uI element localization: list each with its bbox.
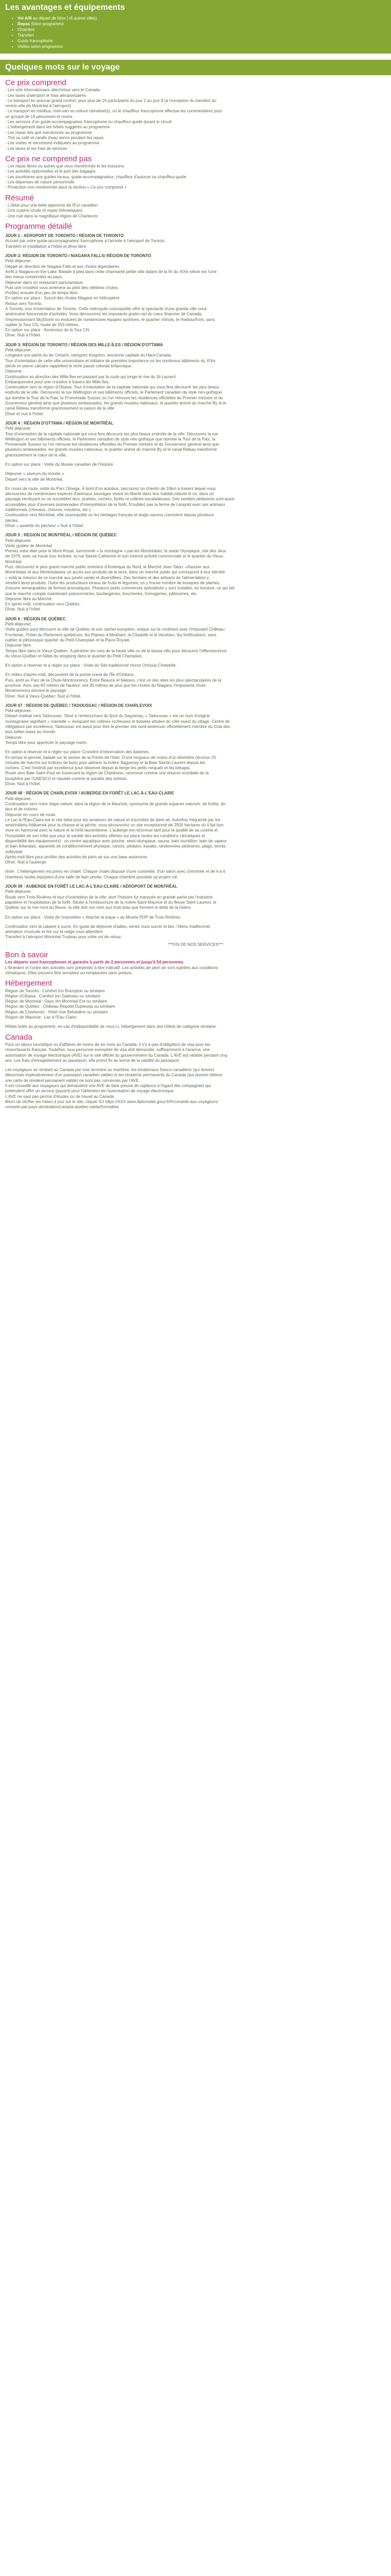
- lodging-item: Région d'Ottawa : Comfort Inn Gatineau ou similaire: [5, 993, 101, 998]
- day-line: En milieu d'après-midi, découverte de la pointe ouest de l'Île d'Orléans.: [5, 672, 135, 677]
- day-line: En option sur place : Visite de l'exposition « Attache ta tuque » au Musée POP de Trois-Rivières.: [5, 914, 182, 920]
- day-title: JOUR 2: RÉGION DE TORONTO / NIAGARA FALLS/ RÉGION DE TORONTO: [5, 253, 152, 259]
- day-line: et bain finlandais, appareils de conditionnement physique, canots, pédalos, kayaks, randonnées pédestres, plage, tennis,: [5, 844, 227, 849]
- included-item: - Les taxes d'aéroport et frais aéroportuaires: [5, 93, 87, 98]
- canada-line: ressortissants français. Toutefois, tous personne exemptée de visa doit demander, suffisamment à l'avance, une: [5, 1047, 210, 1053]
- not-included-item: - Les dépenses de nature personnelle: [5, 180, 75, 185]
- not-included-item: - Protection non-mentionnée dans la section « Ce prix comprend »: [5, 185, 127, 190]
- summary-item: - Une nuit dans la magnifique région de Charlevoix: [5, 213, 98, 218]
- day-line: animation musicale et tire sur la neige vous attendent.: [5, 929, 104, 935]
- advantage-item: [18, 38, 386, 44]
- included-item: - Les repas tels que mentionnés au programme: [5, 130, 92, 135]
- day-line: oublier la Tour CN, haute de 553 mètres.: [5, 322, 79, 327]
- day-line: Le Lac-à-l'Eau-Claire est le site idéal pour les amateurs de nature et d'activités de plein air. Autrefois fréquenté par les: [5, 817, 221, 822]
- day-line: Déjeuner libre au Marché.: [5, 596, 53, 601]
- day-line: Dîner et nuit à l'hôtel.: [5, 411, 44, 416]
- day-line: traditionnels (chevaux, chèvres, moutons, etc.).: [5, 507, 92, 513]
- day-line: Petit-déjeuner.: [5, 708, 32, 714]
- day-line: du Vieux-Québec et faites du shopping dans le quartier du Petit Champlain.: [5, 653, 143, 658]
- day-line: Transfert et installation à l'hôtel et dîner libre.: [5, 244, 88, 249]
- day-line: des mieux conservées au pays.: [5, 275, 63, 280]
- day-line: En après-midi, continuation vers Québec.: [5, 602, 81, 607]
- day-line: plusieurs ambassades, les grands musées nationaux, le quartier animé du marché By et le canal Rideau transformé: [5, 447, 217, 452]
- day-line: siècle en pierre calcaire rappellent le riche passé colonial britannique.: [5, 363, 133, 368]
- guaranteed-departures-note: Les départs sont francophones et garantis à partir de 2 personnes et jusqu'à 54 personnes.: [5, 960, 185, 965]
- day-line: Départ en direction de Niagara Falls et ses chutes légendaires.: [5, 264, 121, 269]
- day-line: Embarquement pour une croisière à travers les Mille-Îles.: [5, 379, 110, 384]
- program-day: [5, 233, 386, 249]
- day-line: Dîner. Nuit à l'hôtel.: [5, 607, 41, 612]
- lodging-item: Région de Charlevoix : Hôtel Vue Belvédère ou similaire: [5, 1009, 108, 1014]
- about-title: Quelques mots sur le voyage: [5, 63, 120, 72]
- canada-line: Il est conseillé aux voyageurs qui demandent une AVE de faire preuve de vigilance à l'égard des compagnies qui: [5, 1083, 211, 1088]
- program-day: [5, 703, 386, 787]
- day-line: lacs et de rivières.: [5, 807, 39, 812]
- day-line: Continuation vers la cabane à sucre. En guise de déjeuner d'adieu, venez vous sucrer le bec ! Menu traditionnel,: [5, 924, 211, 929]
- canada-line: Merci de vérifier les mises à jour sur le site, cliquer ICI https://XXX.www.diplomatie.gouv.fr/fr/conseils-aux-voyageurs/: [5, 1099, 219, 1104]
- day-line: Gouverneur général ainsi que plusieurs ambassades, les grands musées nationaux, le quartier animé du marché By et le: [5, 401, 226, 406]
- day-line: Petit-déjeuner.: [5, 348, 32, 353]
- included-item: - L'hébergement dans les hôtels suggérés au programme: [5, 125, 110, 130]
- day-line: Route vers Trois-Rivières et tour d'orientation de la ville, dont l'histoire fut marquée en grande partie par l'industrie: [5, 894, 213, 900]
- not-included-list: [5, 164, 386, 190]
- day-line: Temps libre dans le Vieux-Québec. A pénétrer les rues de la haute ville ou de la basse ville pour découvrir l'effervescence: [5, 648, 227, 653]
- day-line: Dîner. Nuit à Vieux-Québec. Nuit à l'hôtel.: [5, 693, 82, 699]
- day-line: vivre en harmonie avec la nature et la forêt laurentienne. L'auberge est reconnue tant pour la qualité de sa cuisine et: [5, 828, 218, 833]
- summary-item: - L'idéal pour une belle approche de l'Est canadien: [5, 202, 98, 208]
- day-line: l'hospitalité de son hôte que pour la variété des activités offertes sur place toutes les conditions climatiques et: [5, 833, 205, 838]
- day-line: vendent leurs produits. Outre les producteurs locaux de fruits et légumes, on y trouve nombre de kiosques de plantes,: [5, 580, 221, 585]
- advantage-item: [18, 27, 386, 32]
- advantages-list: [5, 15, 386, 49]
- day-line: amérindiens Attikamek pour la chasse et la pêche, vous découvrirez un site exceptionnel de 2500 hectares où il fait bon: [5, 823, 224, 828]
- program-day: [5, 533, 386, 612]
- advantage-item-text: Guide francophone: [18, 39, 53, 43]
- day-line: Déjeuner libre.: [5, 643, 32, 648]
- day-line: qui domine la Tour de la Paix, la Promenade Sussex où l'on retrouve les résidences officielles du Premier ministre et du: [5, 395, 223, 400]
- day-line: En option à réserver et à régler sur place : Visite du Site traditionnel Huron Onhoüa Chetek8e.: [5, 663, 177, 668]
- not-included-item: - Les repas libres ou autres que ceux mentionnés et les boissons: [5, 164, 124, 169]
- day-line: Petit-déjeuner.: [5, 889, 32, 894]
- program-days: [5, 233, 386, 940]
- day-line: Petit-déjeuner.: [5, 796, 32, 801]
- included-item: - Les services d'un guide-accompagnateur francophone ou chauffeur-guide durant le circuit: [5, 120, 172, 125]
- day-line: Route vers Baie-Saint-Paul en traversant la région de Charlevoix, reconnue comme une réserve mondiale de la: [5, 771, 209, 776]
- advantage-item-text: au départ de Nice (+8 autres villes): [31, 16, 97, 21]
- day-line: Déjeuner « saveurs du monde ».: [5, 471, 66, 477]
- day-line: Profitez ensuite d'un peu de temps libre.: [5, 291, 79, 296]
- day-line: villégiature par excellence, Tadoussac est aussi pour être le premier site nord-américain officiellement membre du Club des: [5, 724, 230, 730]
- advantage-item: [18, 21, 386, 27]
- day-line: Tour d'orientation de la capitale nationale qui vous fera découvrir les plus beaux endroits de la ville. Découvrez la rue: [5, 431, 218, 436]
- included-item: un groupe de 19 personnes et moins: [5, 114, 73, 119]
- summary-item: - Une cuisine locale (4 repas thématiques): [5, 208, 83, 213]
- lodging-list: [5, 989, 386, 1030]
- not-included-item: - Les pourboires aux guides locaux, guide-accompagnateur, chauffeur d'autocar ou chauffeur-guide: [5, 174, 187, 179]
- advantage-item-bold: Repas: [18, 22, 30, 26]
- included-item: - Les visites et excursions indiquées au programme: [5, 141, 100, 146]
- day-title: JOUR 08 : RÉGION DE CHARLEVOIX / AUBERGE EN FORÊT LE LAC-À-L'EAU-CLAIRE: [5, 791, 174, 796]
- day-line: Déjeuner.: [5, 735, 23, 740]
- end-marker: ***FIN DE NOS SERVICES***: [168, 942, 223, 947]
- day-line: paysage verdoyant ou se succèdent lacs, prairies, rochers, forêts et collines escaladeuses. Des sentiers pédestres sont aussi: [5, 497, 235, 502]
- canada-line: prétendent offrir un service (payant) pour l'obtention de l'autorisation de voyage électronique.: [5, 1089, 175, 1094]
- canada-line: une carte de résident permanent valide) ne sont pas concernés par l'AVE.: [5, 1078, 140, 1083]
- day-line: Arrêt à Niagara-on-the-Lake. Balade à pied dans cette charmante petite ville datant de la fin du XIXe siècle est l'une: [5, 269, 217, 274]
- canada-line: conseils-par-pays-destination/canada-quebec-sante/formalites: [5, 1105, 119, 1110]
- canada-line: désormais impérativement d'un passeport canadien valide) et les résidents permanents du Canada (qui doivent détenir: [5, 1073, 222, 1078]
- lodging-item: Région de Toronto : Comfort Inn Brampton ou similaire: [5, 988, 105, 993]
- advantage-item-text: Visites selon programme: [18, 44, 63, 49]
- day-title: JOUR 3: RÉGION DE TORONTO / RÉGION DES MILLE-ÎLES / RÉGION D'OTTAWA: [5, 342, 163, 347]
- day-title: JOUR 6 : RÉGION DE QUÉBEC: [5, 616, 66, 621]
- lodging-item: Hôtels listés au programme, en cas d'indisponibilité de ceux-ci, hébergement dans des hôtels de catégorie similaire.: [5, 1024, 217, 1029]
- day-line: de 1976, avec sa haute tour inclinée, la rue Sainte-Catherine et son intense activité commerciale et le quartier du Vieux-: [5, 554, 224, 559]
- day-line: À Toronto, tour d'orientation de Toronto. Cette métropole cosmopolite offre le spectacle d'une grande ville nord-: [5, 306, 208, 311]
- day-line: accessibles pour d'averses promenades d'interprétation de la forêt. N'oubliez pas la ferme de Léopold avec ses animaux: [5, 502, 225, 507]
- day-line: Départ vers la ville de Montréal.: [5, 477, 63, 482]
- not-included-title: Ce prix ne comprend pas: [5, 154, 92, 163]
- day-line: En option sur place : Ascension de la Tour CN.: [5, 328, 90, 333]
- advantage-item-text: Chambre: [18, 27, 35, 32]
- day-line: Dîner. Nuit à l'hôtel.: [5, 333, 41, 338]
- day-line: Note : L'hébergement est prévu en chalet. Chaque chalet dispose d'une cuisinette, d'un salon avec cheminée et de 4 à 6: [5, 869, 225, 874]
- day-line: Visite guidée pour découvrir la ville de Québec et son cachet européen, unique sur le continent avec l'imposant Château: [5, 627, 225, 632]
- program-day: [5, 343, 386, 417]
- summary-title: Résumé: [5, 193, 34, 202]
- day-line: province. Avec ses 83 mètres de hauteur, soit 30 mètres de plus que les chutes du Niagara, l'imposante chute: [5, 683, 206, 688]
- day-line: Puis, découvrez le plus grand marché public extérieur d'Amérique du Nord, le Marché Jean-Talon. «Assurer aux: [5, 565, 209, 570]
- day-line: plus belles baies au monde.: [5, 730, 57, 735]
- day-line: canal Rideau transformé graciousement la saison de la ville.: [5, 406, 116, 411]
- day-line: Déjeuner dans un restaurant panoramique.: [5, 280, 84, 285]
- day-line: Continuation en direction des Mille-Îles en passant par la route qui longe le rive du St-Laurent.: [5, 374, 177, 379]
- day-line: Longeant une partie du lac Ontario, rejoignez Kingston, ancienne capitale du Haut-Canada.: [5, 353, 172, 358]
- day-line: Puis une croisière vous amènera au pied des célèbres chutes.: [5, 285, 119, 290]
- advantage-item: [18, 32, 386, 38]
- advantage-item: [18, 44, 386, 49]
- program-day: [5, 884, 386, 940]
- day-title: JOUR 07 : RÉGION DE QUÉBEC / TADOUSSAC / RÉGION DE CHARLEVOIX: [5, 703, 152, 708]
- day-line: biosphère par l'UNESCO et réputée comme le paradis des artistes.: [5, 776, 128, 781]
- day-line: siècles.: [5, 518, 19, 523]
- day-line: rochers. C'est l'endroit par excellence pour observer depuis la berge les petits rorquals et les bélugas.: [5, 766, 191, 771]
- day-line: Visite guidée de Montréal.: [5, 543, 53, 548]
- day-line: Tour d'orientation de cette ville universitaire et militaire de première importance où les nombreux bâtiments du XIXe: [5, 358, 216, 363]
- day-line: En option à réserver et à régler sur place: Croisière d'observation des baleines.: [5, 750, 150, 755]
- day-line: Québec sur la rive nord du fleuve, la ville doit son nom aux trois bras que forment le delta de la rivière.: [5, 905, 192, 910]
- day-line: papetière et l'exploitation de la forêt. Située à l'embouchure de la rivière Saint-Maurice et du fleuve Saint-Laurent, le: [5, 900, 217, 905]
- day-title: JOUR 09 : AUBERGE EN FORÊT LE LAC-À-L'EAU-CLAIRE / AÉROPORT DE MONTRÉAL: [5, 884, 177, 889]
- included-item: - Les taxes et les frais de services: [5, 146, 68, 151]
- day-line: Petit-déjeuner.: [5, 259, 32, 264]
- advantage-item-text: Selon programme: [30, 22, 64, 26]
- canada-line: Pour un séjour touristique ou d'affaires de moins de six mois au Canada, il n'y a pas d'obligation de visa pour les: [5, 1042, 210, 1047]
- day-line: En cours de route, visite du Parc Omega. À bord d'un autobus, parcourez un chemin de 10km à travers lequel vous: [5, 486, 216, 491]
- advantage-item: [18, 15, 386, 21]
- day-line: Montréal.: [5, 559, 23, 564]
- day-line: d'œuvre remarquables de fermes aromatiques. Plusieurs petits commerces spécialisés y sont installés, en bordure, ce qui fait: [5, 586, 235, 591]
- day-line: Après-midi libre pour profiter des activités de plein air sur une base autonome.: [5, 854, 149, 859]
- day-line: Continuation vers la région d'Ottawa. Tour d'orientation de la capitale nationale qui vous fera découvrir les plus beaux: [5, 385, 219, 390]
- day-line: Continuation vers Montréal, ville cosmopolite où les héritages français et anglo-saxons coexistent depuis plusieurs: [5, 513, 214, 518]
- day-line: découvrirez de nombreuses espèces d'animaux sauvages vivant en liberté dans leur habitat naturel et ce, dans un: [5, 492, 214, 497]
- included-item: - Thé ou café et carafe d'eau servis pendant les repas: [5, 135, 104, 140]
- lodging-title: Hébergement: [5, 979, 52, 988]
- day-line: En temps le permet, balade sur le sentier de la Pointe de l'Islet. D'une longueur de moins d'un kilomètre (environ 20: [5, 755, 216, 760]
- good-to-know-title: Bon à savoir: [5, 951, 48, 960]
- advantages-title: Les avantages et équipements: [5, 3, 125, 12]
- advantage-item-text: Transfert: [18, 33, 34, 38]
- day-line: Retour vers Toronto.: [5, 301, 43, 306]
- day-line: disponibilité des équipements) : un centre aquatique avec piscine, semi-olympique, sauna, bain tourbillon, bain de vapeur: [5, 839, 227, 843]
- included-title: Ce prix comprend: [5, 78, 67, 87]
- canada-line: ans. Les frais d'enregistrement au passeport, elle prend fin au terme de la validité du passeport.: [5, 1058, 181, 1063]
- day-title: JOUR 1 : AEROPORT DE TORONTO / RÉGION DE TORONTO: [5, 233, 124, 239]
- day-line: Petit-déjeuner.: [5, 622, 32, 627]
- included-item: centre-ville de Montréal à l'aéroport): [5, 104, 71, 109]
- lodging-item: Région de Québec : Château Repotel Duplessis ou similaire: [5, 1004, 116, 1009]
- included-item: - Le transport en minibus, mini-van ou voiture climatisé(s), où le chauffeur francophone effectue les commentaires pour: [5, 109, 222, 114]
- good-to-know-line: L'itinéraire et l'ordre des activités sont présentés à titre indicatif. Les activités de plein air sont sujettes aux conditions: [5, 965, 218, 970]
- day-line: Dîner. Nuit à l'auberge.: [5, 860, 47, 865]
- day-line: Montréalais et aux Montréalaises un accès aux produits de la terre, dans un marché public qui correspond à leur identité: [5, 570, 225, 575]
- day-line: minutes de marche sur trottoirs de bois) pour admirer la rivière Saguenay et la Baie Sainte-Laurent depuis les: [5, 760, 205, 765]
- day-line: endroits de la ville. Découvrez la rue Wellington et ses bâtiments officiels, le Parlement canadien de style néo-gothique: [5, 390, 222, 395]
- advantage-item-bold: Vol A/R: [18, 16, 32, 21]
- day-line: l'impressionnant SkyDome où évoluent de nombreuses équipes sportives, le quartier chinois, le Harbourfront, sans: [5, 317, 215, 322]
- included-item: - Les vols internationaux aller/retour vers le Canada: [5, 88, 100, 93]
- day-line: montagnaise signifiant « mamelle », évoquant les collines rocheuses et boisées situées du côté ouest du village. Centre de: [5, 719, 230, 724]
- lodging-item: Région de Montréal : Days Inn Montréal Est ou similaire: [5, 999, 107, 1004]
- day-line: Prenez votre élan pour le Mont-Royal, surnommé « la montagne » par les Montréalais, le stade Olympique, site des Jeux: [5, 549, 226, 554]
- day-line: » voilà la mission de ce marché aux pavés variés et diversifiées. Des fermiers et des artisans de l'alimentation y: [5, 575, 209, 580]
- included-list: [5, 88, 386, 151]
- trip-details: [0, 80, 391, 1115]
- day-line: Accueil par votre guide-accompagnateur francophone à l'arrivée à l'aéroport de Toronto.: [5, 239, 166, 244]
- day-line: Dîner « assiette du pêcheur » Nuit à l'hôtel.: [5, 523, 85, 528]
- canada-line: Les voyageurs se rendant au Canada par voie terrestre ou maritime, les binationaux franco-canadiens (qui doivent: [5, 1067, 215, 1073]
- lodging-item: Région de Mauricie : Lac à l'Eau Claire: [5, 1015, 77, 1020]
- day-line: Petit-déjeuner.: [5, 538, 32, 543]
- program-title: Programme détaillé: [5, 222, 73, 231]
- day-line: Déjeuner en cours de route.: [5, 812, 57, 817]
- canada-line: L'AVE ne vaut pas permis d'études ou de travail au Canada.: [5, 1094, 115, 1099]
- day-line: oublier le pittoresque quartier du Petit-Champlain et la Place Royale.: [5, 637, 131, 642]
- good-to-know-text: [5, 965, 386, 976]
- day-title: JOUR 5 : RÉGION DE MONTRÉAL / RÉGION DE QUÉBEC: [5, 533, 117, 538]
- canada-title: Canada: [5, 1032, 32, 1042]
- canada-line: autorisation de voyage électronique (AVE) sur le site officiel du gouvernement du Canada. L'AVE est valable pendant cinq: [5, 1053, 227, 1058]
- day-title: JOUR 4 : RÉGION D'OTTAWA / RÉGION DE MONTRÉAL: [5, 420, 113, 426]
- day-line: Déjeuner.: [5, 369, 23, 374]
- day-line: En option sur place : Survol des chutes Niagara en hélicoptère.: [5, 296, 121, 301]
- program-day: [5, 791, 386, 880]
- day-line: Petit déjeuner.: [5, 426, 32, 431]
- advantages-band: [0, 0, 391, 54]
- good-to-know-line: climatiques. Elles peuvent être annulées ou remplacées sans préavis.: [5, 970, 133, 975]
- summary-list: [5, 203, 386, 219]
- day-line: Promenade Sussex où l'on retrouve les résidences officielles du Premier ministre et du Gouverneur général ainsi que: [5, 442, 219, 447]
- day-line: chambres toutes équipées d'une salle de bain privée. Chaque chambre possède sa propre clé.: [5, 874, 178, 879]
- about-band: [0, 60, 391, 75]
- day-line: Temps libre pour apprécier le paysage marin.: [5, 740, 88, 745]
- program-day: [5, 421, 386, 529]
- included-item: - Le transport en autocar grand confort, pour plus de 19 participants du jour 2 au jour 9 (à l'exception du transfert du: [5, 98, 217, 103]
- day-line: Frontenac, l'hôtel du Parlement québécois, les Plaines d'Abraham, la Citadelle et le Vandoeu, les fortifications, sans: [5, 632, 217, 637]
- day-line: que le marché compte maintenant poissonneries, boulangeries, boucheries, fromageries, pâtisseries, etc.: [5, 591, 198, 596]
- day-line: Continuation vers notre étape nature, dans la région de la Mauricie, synonyme de grands espaces naturels, de forêts, de: [5, 801, 225, 806]
- program-day: [5, 617, 386, 699]
- day-line: volleyball.: [5, 849, 24, 854]
- day-line: Dîner. Nuit à l'hôtel.: [5, 782, 41, 787]
- day-line: graciousement le cœur de la ville.: [5, 452, 67, 457]
- not-included-item: - Les activités optionnelles et le port des bagages: [5, 169, 96, 174]
- day-line: Transfert à l'aéroport Montréal-Trudeau pour votre vol de retour.: [5, 935, 122, 940]
- day-line: Wellington et ses bâtiments officiels, le Parlement canadien de style néo-gothique que domine la Tour de la Paix, la: [5, 436, 216, 442]
- day-line: Montmorency domine le paysage.: [5, 688, 68, 693]
- day-line: En option sur place : Visite du Musée canadien de l'histoire.: [5, 462, 115, 467]
- day-line: américaine foisonnante d'activités. Vous découvrirez les imposants gratte-ciel du cœur financier de Canada,: [5, 312, 203, 317]
- canada-text: [5, 1042, 386, 1110]
- day-line: Puis, arrêt au Parc de la Chute-Montmorency. Entre Beauce et falaises, c'est un des sites les plus spectaculaires de la: [5, 677, 221, 683]
- program-day: [5, 253, 386, 338]
- day-line: Départ matinal vers Tadoussac. Situé à l'embouchure du fjord du Saguenay, « Tadoussac » est un nom d'origine: [5, 714, 210, 719]
